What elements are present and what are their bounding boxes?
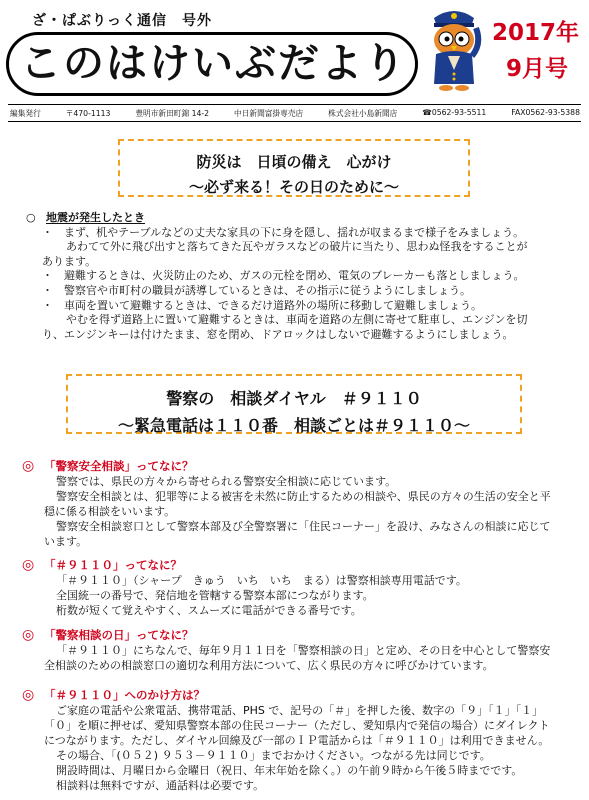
earthquake-bullet-4: ・ 車両を置いて避難するときは、できるだけ道路外の場所に移動して避難しましょう。 — [42, 298, 482, 312]
earthquake-bullet-1-cont: あわてて外に飛び出すと落ちてきた瓦やガラスなどの破片に当たり、思わぬ怪我をすることが — [66, 240, 528, 254]
faq-police-safety-consultation — [22, 459, 577, 549]
faq-4-line-1: ご家庭の電話や公衆電話、携帯電話、PHS で、記号の「＃」を押した後、数字の「９」「１」「１」 — [56, 704, 544, 717]
faq-4-title: 「＃９１１０」へのかけ方は？ — [44, 688, 205, 702]
address: 豊明市新田町錦 14-2 — [135, 109, 210, 118]
double-circle-icon: ◎ — [22, 557, 35, 573]
newsletter-title: このはけいぶだより — [20, 39, 407, 87]
faq-4-line-2: 「０」を順に押せば、愛知県警察本部の住民コーナー（ただし、愛知県内で発信の場合）にダイレクト — [44, 719, 550, 732]
double-circle-icon: ◎ — [22, 627, 35, 643]
postal-code: 〒470-1113 — [65, 109, 111, 118]
faq-3-line-1: 「＃９１１０」にちなんで、毎年９月１１日を「警察相談の日」と定め、その日を中心として警察安 — [56, 644, 551, 657]
faq-9110-what — [22, 558, 577, 618]
earthquake-bullet-2: ・ 避難するときは、火災防止のため、ガスの元栓を閉め、電気のブレーカーも落としましょう。 — [42, 269, 525, 283]
fax-number: FAX0562-93-5388 — [511, 108, 580, 117]
faq-how-to-call — [22, 688, 577, 793]
faq-4-line-3: につながります。ただし、ダイヤル回線及び一部のＩＰ電話からは「＃９１１０」は利用できません。 — [44, 734, 550, 747]
police-dial-banner — [66, 374, 522, 434]
masthead — [6, 4, 583, 104]
banner2-line2: ～緊急電話は１１０番 相談ごとは＃９１１０～ — [117, 416, 470, 435]
faq-3-title: 「警察相談の日」ってなに？ — [44, 628, 194, 642]
banner1-line2: ～必ず来る！その日のために～ — [188, 178, 399, 196]
header-rule-top — [8, 104, 581, 105]
faq-1-line-1: 警察では、県民の方々から寄せられる警察安全相談に応じています。 — [56, 475, 397, 488]
faq-4-line-4: その場合、「(０５２) ９５３－９１１０」までおかけください。つながる先は同じです。 — [56, 749, 491, 762]
issue-year: 2017年 — [492, 20, 580, 46]
faq-1-line-4: 警察安全相談窓口として警察本部及び全警察署に「住民コーナー」を設け、みなさんの相談に応じて — [56, 520, 551, 533]
double-circle-icon: ◎ — [22, 458, 35, 474]
faq-2-line-3: 桁数が短くて覚えやすく、スムーズに電話ができる番号です。 — [56, 604, 362, 617]
faq-consultation-day — [22, 628, 577, 673]
earthquake-section — [26, 211, 576, 342]
faq-1-line-3: 穏に係る相談をいいます。 — [44, 505, 176, 518]
faq-1-title: 「警察安全相談」ってなに？ — [44, 459, 194, 473]
banner1-line1: 防災は 日頃の備え 心がけ — [196, 153, 392, 171]
faq-3-line-2: 全相談のための相談窓口の適切な利用方法について、広く県民の方々に呼びかけています。 — [44, 659, 494, 672]
faq-4-line-6: 相談料は無料ですが、通話料は必要です。 — [56, 779, 265, 792]
faq-2-title: 「＃９１１０」ってなに？ — [44, 558, 182, 572]
faq-2-line-2: 全国統一の番号で、発信地を管轄する警察本部につながります。 — [56, 589, 374, 602]
faq-4-line-5: 開設時間は、月曜日から金曜日（祝日、年末年始を除く。）の午前９時から午後５時までです。 — [56, 764, 523, 777]
double-circle-icon: ◎ — [22, 687, 35, 703]
publisher-label: 編集発行 — [10, 109, 41, 118]
issue-month: 9月号 — [506, 56, 569, 82]
owl-police-mascot-icon — [424, 4, 484, 96]
earthquake-bullet-4-cont2: り、エンジンキーは付けたまま、窓を閉め、ドアロックはしないで避難するようにしましょう。 — [42, 327, 514, 341]
banner2-line1: 警察の 相談ダイヤル ＃９１１０ — [166, 389, 422, 408]
disaster-prep-banner — [118, 139, 470, 197]
earthquake-bullet-1: ・ まず、机やテーブルなどの丈夫な家具の下に身を隠し、揺れが収まるまで様子をみましょう。 — [42, 225, 525, 239]
publisher-info-bar — [10, 108, 580, 119]
earthquake-bullet-3: ・ 警察官や市町村の職員が誘導しているときは、その指示に従うようにしましょう。 — [42, 283, 471, 297]
earthquake-bullet-4-cont: やむを得ず道路上に置いて避難するときは、車両を道路の左側に寄せて駐車し、エンジンを切 — [66, 313, 528, 327]
header-rule-bottom — [8, 121, 581, 122]
earthquake-heading: 地震が発生したとき — [46, 211, 145, 224]
company-name: 株式会社小島新聞店 — [328, 109, 398, 118]
circle-bullet-icon: ○ — [26, 211, 36, 224]
shop-name: 中日新聞富掛専売店 — [234, 109, 304, 118]
phone-number: ☎0562-93-5511 — [422, 108, 487, 117]
faq-2-line-1: 「＃９１１０」（シャープ きゅう いち いち まる）は警察相談専用電話です。 — [56, 574, 467, 587]
sub-brand: ざ・ぱぶりっく通信 号外 — [32, 13, 212, 29]
earthquake-bullet-1-cont2: あります。 — [42, 254, 97, 268]
faq-1-line-2: 警察安全相談とは、犯罪等による被害を未然に防止するための相談や、県民の方々の生活の安全と平 — [56, 490, 551, 503]
faq-1-line-5: います。 — [44, 535, 88, 548]
